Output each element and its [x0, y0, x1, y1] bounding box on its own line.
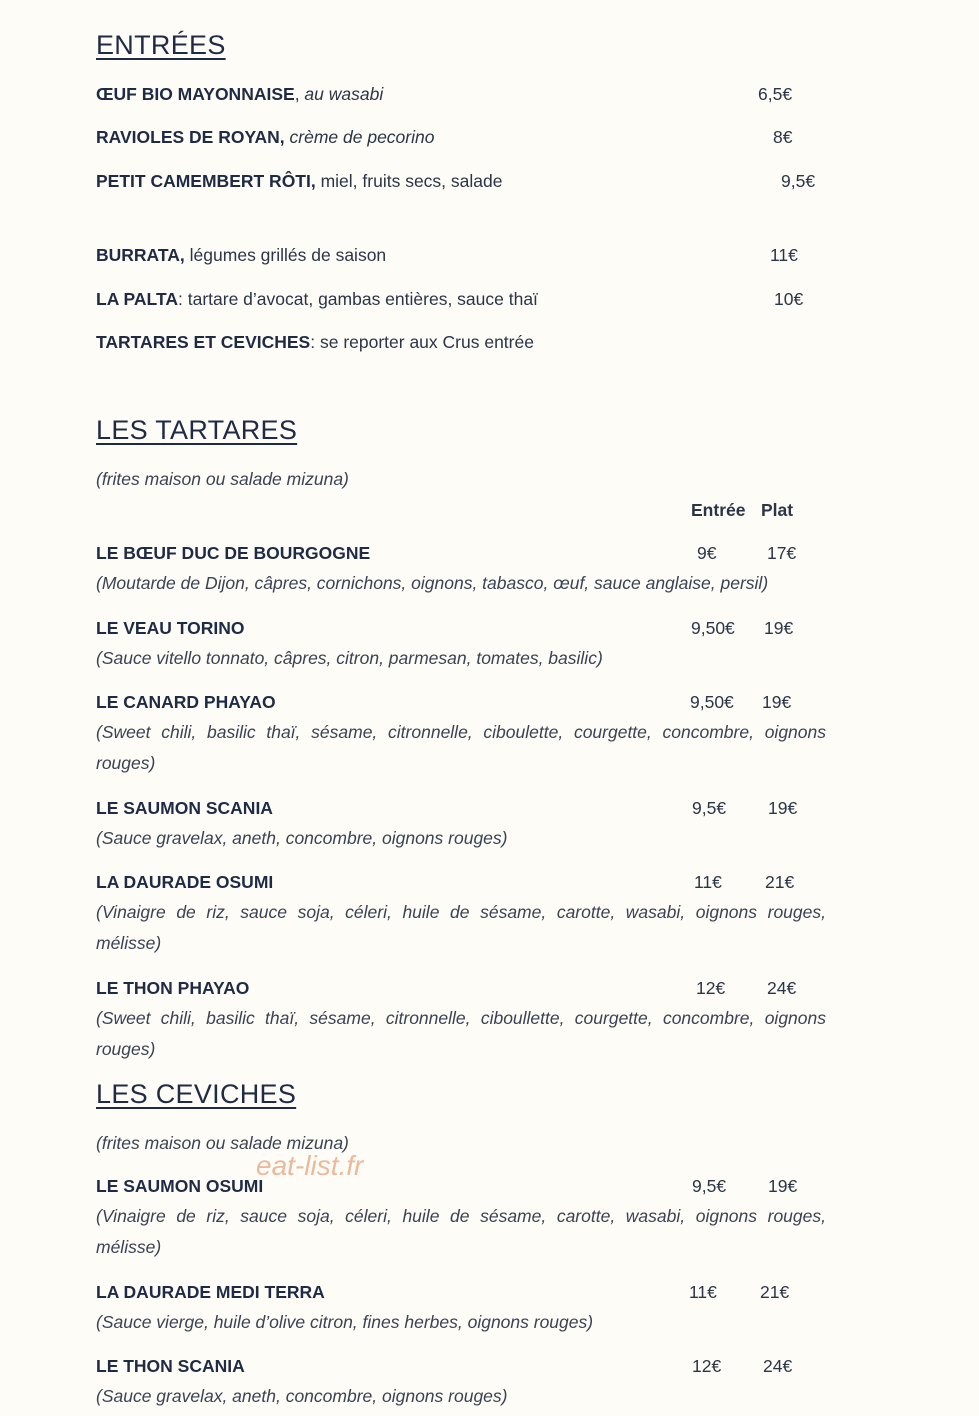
item-price: 9,5€ [781, 171, 816, 191]
item-description: (Moutarde de Dijon, câpres, cornichons, oignons, tabasco, œuf, sauce anglaise, persil) [96, 573, 769, 593]
item-name: PETIT CAMEMBERT RÔTI, [96, 171, 316, 191]
item-detail: au wasabi [304, 84, 384, 104]
item-detail: miel, fruits secs, salade [320, 171, 503, 191]
item-name: LE CANARD PHAYAO [96, 692, 276, 712]
item-detail: légumes grillés de saison [189, 245, 387, 265]
plat-price: 24€ [763, 1356, 793, 1376]
menu-item-thon-scania [96, 1356, 245, 1377]
column-header-entree: Entrée [691, 500, 746, 520]
section-note: (frites maison ou salade mizuna) [96, 1133, 349, 1153]
entree-price: 9,5€ [692, 1176, 727, 1196]
entree-price: 12€ [696, 978, 726, 998]
entree-price: 9,5€ [692, 798, 727, 818]
item-price: 6,5€ [758, 84, 793, 104]
item-name: LE THON SCANIA [96, 1356, 245, 1376]
item-price: 10€ [774, 289, 804, 309]
item-name: LA DAURADE OSUMI [96, 872, 274, 892]
menu-item-oeuf: ŒUF BIO MAYONNAISE, au wasabi [96, 84, 384, 104]
plat-price: 21€ [760, 1282, 790, 1302]
plat-price: 19€ [764, 618, 794, 638]
item-name: RAVIOLES DE ROYAN, [96, 127, 285, 147]
item-name: ŒUF BIO MAYONNAISE [96, 84, 295, 104]
item-name: LA PALTA [96, 289, 178, 309]
menu-item-saumon-osumi [96, 1176, 263, 1197]
item-name: LE THON PHAYAO [96, 978, 250, 998]
item-price: 11€ [770, 245, 798, 265]
plat-price: 24€ [767, 978, 797, 998]
entree-price: 9,50€ [690, 692, 734, 712]
section-title-entrees: ENTRÉES [96, 30, 226, 60]
item-detail: se reporter aux Crus entrée [319, 332, 534, 352]
entree-price: 11€ [694, 872, 722, 892]
item-name: LE BŒUF DUC DE BOURGOGNE [96, 543, 371, 563]
menu-item-burrata [96, 245, 386, 266]
item-detail: crème de pecorino [289, 127, 435, 147]
menu-item-daurade-osumi [96, 872, 273, 893]
section-note: (frites maison ou salade mizuna) [96, 469, 349, 489]
item-detail: tartare d’avocat, gambas entières, sauce thaï [187, 289, 538, 309]
plat-price: 19€ [768, 798, 798, 818]
item-name: LA DAURADE MEDI TERRA [96, 1282, 325, 1302]
item-price: 8€ [773, 127, 793, 147]
menu-item-canard [96, 692, 276, 713]
item-name: TARTARES ET CEVICHES [96, 332, 311, 352]
menu-item-tartares-ceviches: TARTARES ET CEVICHES: se reporter aux Crus entrée [96, 332, 534, 352]
item-name: LE SAUMON SCANIA [96, 798, 273, 818]
entree-price: 12€ [692, 1356, 722, 1376]
plat-price: 19€ [762, 692, 792, 712]
menu-item-veau [96, 618, 244, 639]
section-title-tartares: LES TARTARES [96, 415, 298, 445]
item-name: BURRATA, [96, 245, 185, 265]
entree-price: 9,50€ [691, 618, 735, 638]
item-description: (Sauce vierge, huile d’olive citron, fines herbes, oignons rouges) [96, 1312, 594, 1332]
item-name: LE SAUMON OSUMI [96, 1176, 264, 1196]
menu-item-camembert [96, 171, 502, 192]
menu-item-thon-phayao [96, 978, 249, 999]
item-description: (Sauce vitello tonnato, câpres, citron, parmesan, tomates, basilic) [96, 648, 603, 668]
menu-item-palta: LA PALTA: tartare d’avocat, gambas entières, sauce thaï [96, 289, 538, 309]
entree-price: 11€ [689, 1282, 717, 1302]
menu-item-daurade-medi-terra [96, 1282, 325, 1303]
plat-price: 17€ [767, 543, 797, 563]
item-description: (Sweet chili, basilic thaï, sésame, citronnelle, ciboulette, courgette, concombre, oignons rouges) [96, 722, 826, 773]
entree-price: 9€ [697, 543, 717, 563]
column-header-plat: Plat [761, 500, 794, 520]
item-description: (Vinaigre de riz, sauce soja, céleri, huile de sésame, carotte, wasabi, oignons rouges, mélisse) [96, 902, 826, 953]
plat-price: 21€ [765, 872, 795, 892]
watermark: eat-list.fr [256, 1150, 364, 1181]
item-description: (Sweet chili, basilic thaï, sésame, citronnelle, ciboullette, courgette, concombre, oignons rouges) [96, 1008, 826, 1059]
item-description: (Sauce gravelax, aneth, concombre, oignons rouges) [96, 1386, 508, 1406]
item-description: (Vinaigre de riz, sauce soja, céleri, huile de sésame, carotte, wasabi, oignons rouges, mélisse) [96, 1206, 826, 1257]
menu-item-ravioles [96, 127, 434, 148]
item-name: LE VEAU TORINO [96, 618, 245, 638]
item-description: (Sauce gravelax, aneth, concombre, oignons rouges) [96, 828, 508, 848]
section-title-ceviches: LES CEVICHES [96, 1079, 297, 1109]
menu-item-boeuf [96, 543, 370, 564]
menu-item-saumon-scania [96, 798, 273, 819]
plat-price: 19€ [768, 1176, 798, 1196]
